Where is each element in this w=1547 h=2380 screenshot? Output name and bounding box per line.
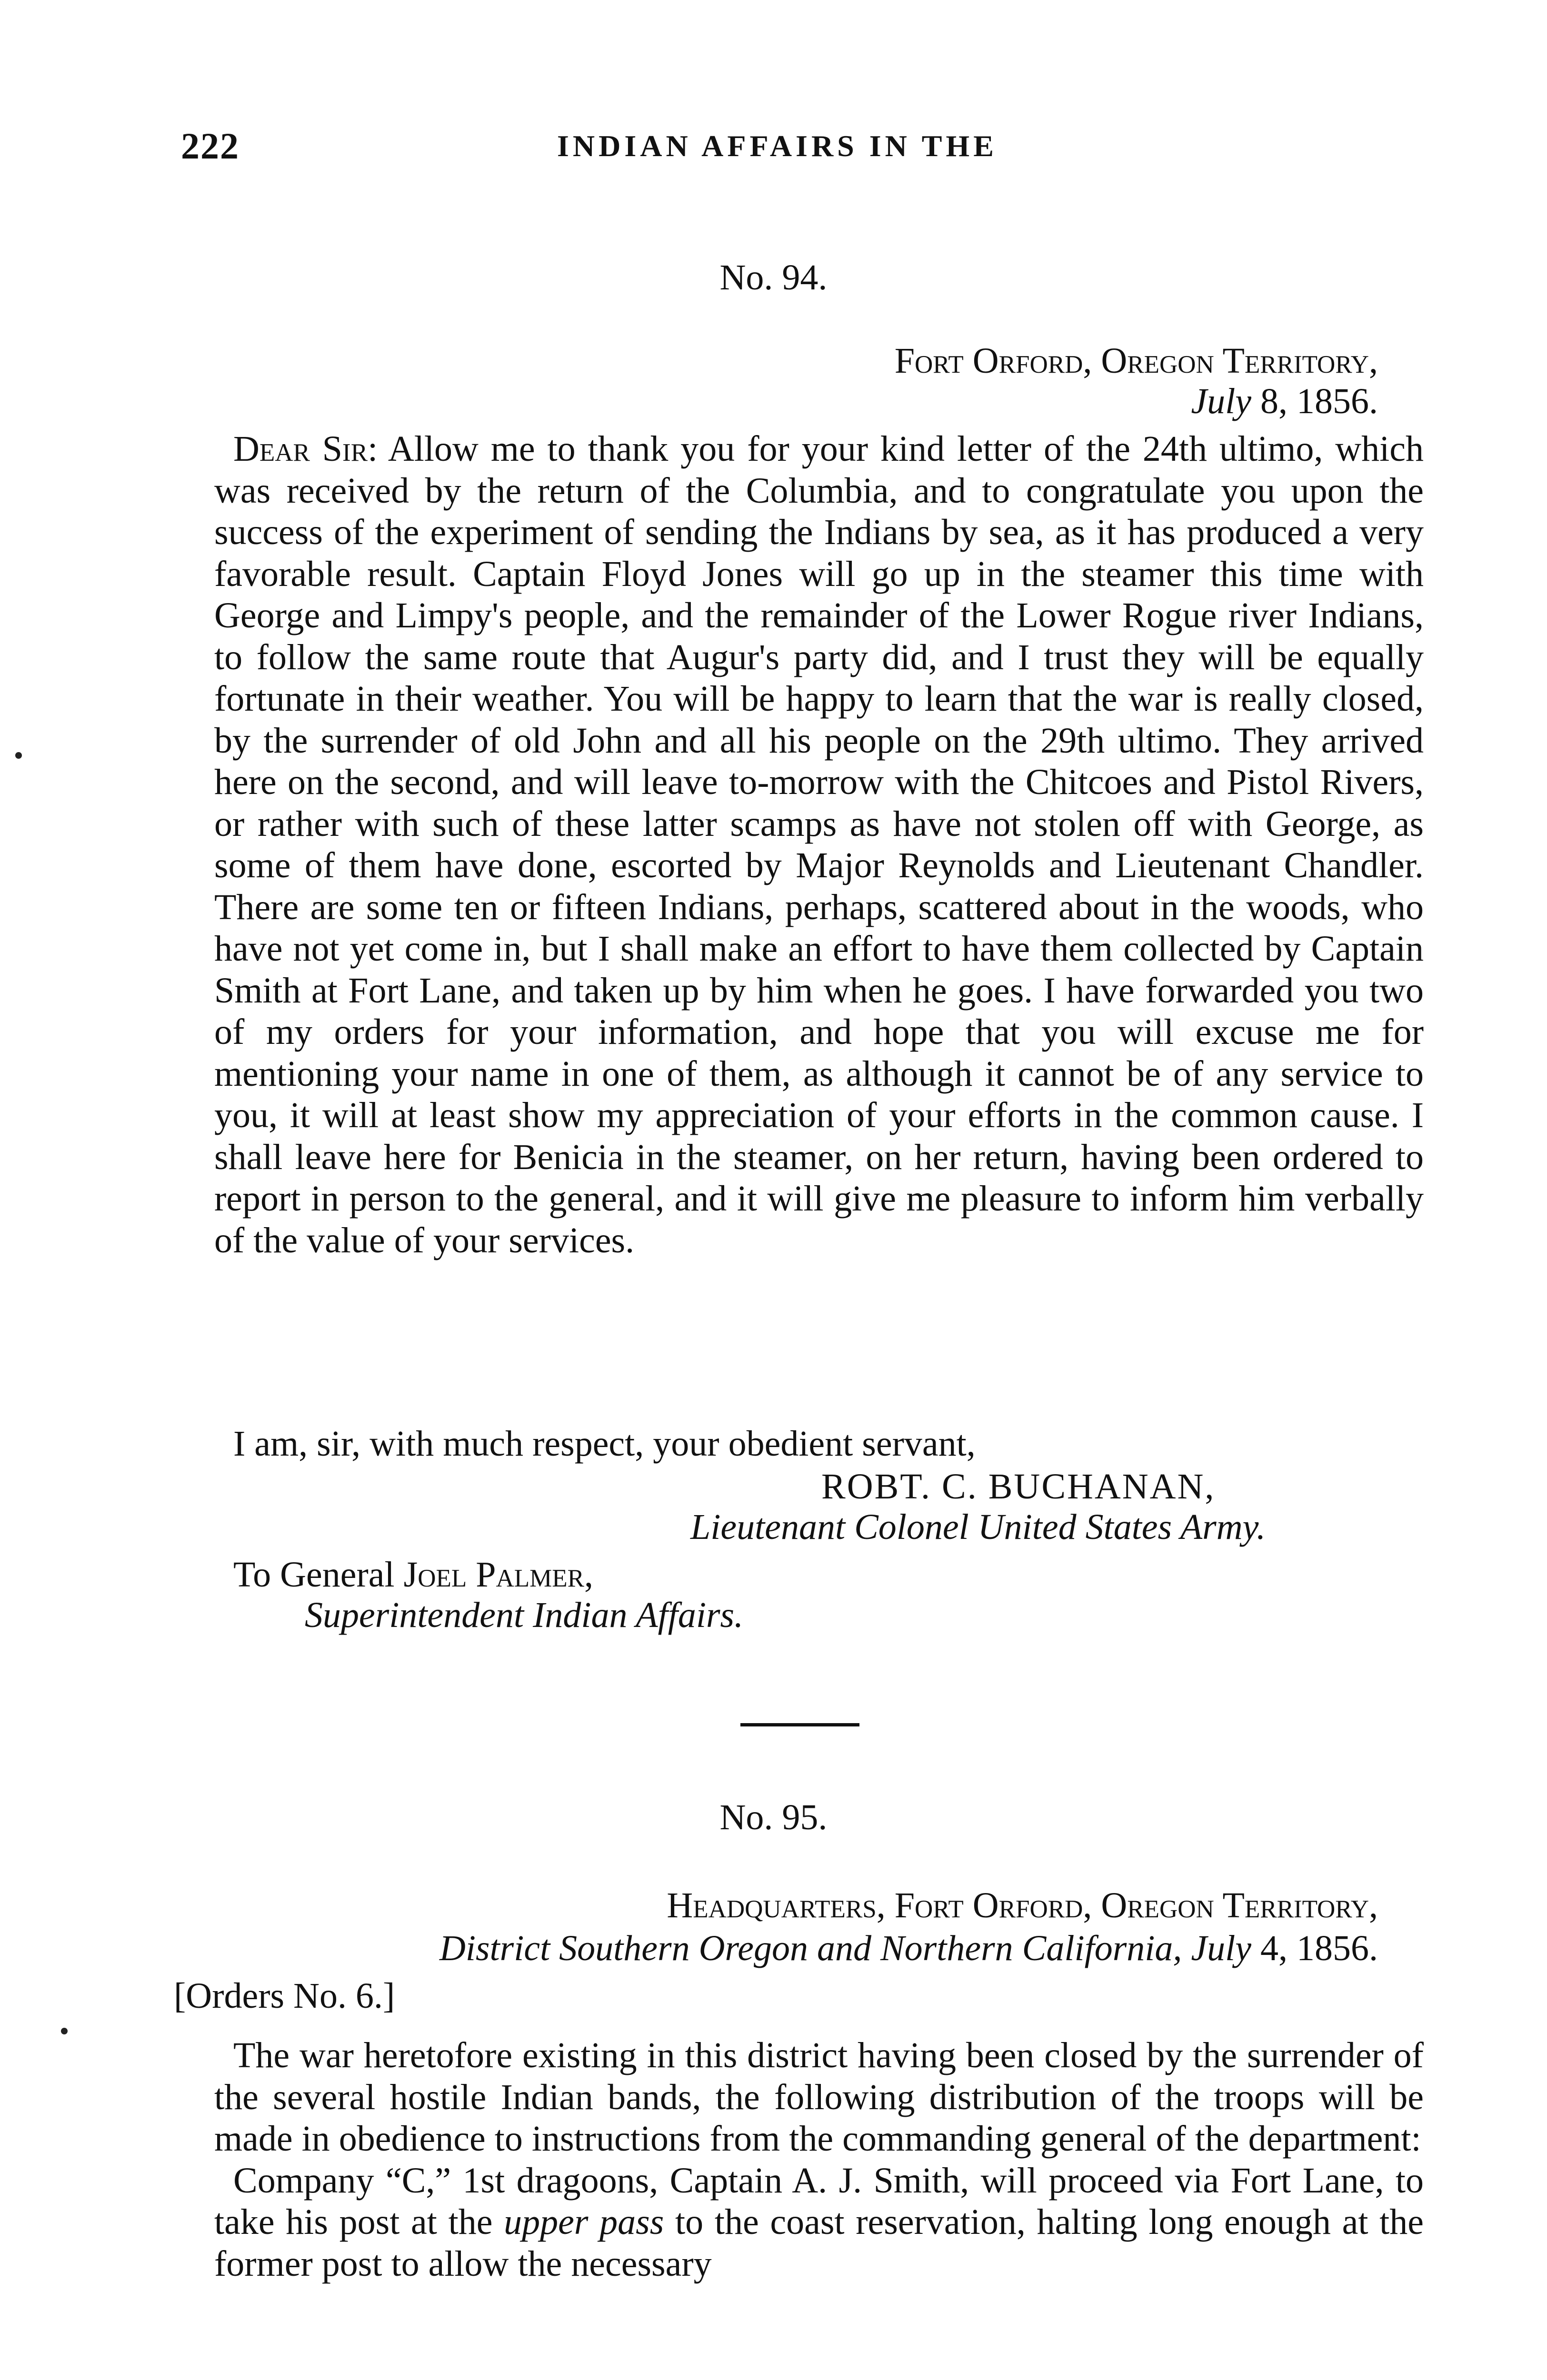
letter-number: No. 94. bbox=[719, 258, 828, 298]
letter-addressee bbox=[233, 1554, 593, 1596]
order-date-rest: 4, 1856. bbox=[1251, 1928, 1378, 1968]
order-body bbox=[214, 2035, 1424, 2285]
order-paragraph-2 bbox=[214, 2160, 1424, 2285]
order-date-month: July bbox=[1182, 1928, 1251, 1968]
order-district bbox=[439, 1928, 1378, 1969]
order-paragraph-1: The war heretofore existing in this district having been closed by the surrender of the several hostile Indian bands, the following distribution of the troops will be made in obedience to instructions from the commanding general of the department: bbox=[214, 2035, 1424, 2159]
order-district-name: District Southern Oregon and Northern California, bbox=[439, 1928, 1182, 1968]
order-para-2-end: to the coast reservation, halting long enough at the former post to allow the necessary bbox=[214, 2202, 1424, 2284]
order-para-2-italic: upper pass bbox=[504, 2202, 664, 2242]
letter-body bbox=[214, 428, 1424, 1261]
letter-body-text: : Allow me to thank you for your kind letter of the 24th ultimo, which was received by the return of the Columbia, and to congratulate you upon the success of the experiment of sending the Indians by sea, as it has produced a very favorable result. Captain Floyd Jones will go up in the steamer this time with George and Limpy's people, and the remainder of the Lower Rogue river Indians, to follow the same route that Augur's party did, and I trust they will be equally fortunate in their weather. You will be happy to learn that the war is really closed, by the surrender of old John and all his people on the 29th ultimo. They arrived here on the second, and will leave to-morrow with the Chitcoes and Pistol Rivers, or rather with such of these latter scamps as have not stolen off with George, as some of them have done, escorted by Major Reynolds and Lieutenant Chandler. There are some ten or fifteen Indians, perhaps, scattered about in the woods, who have not yet come in, but I shall make an effort to have them collected by Captain Smith at Fort Lane, and taken up by him when he goes. I have forwarded you two of my orders for your information, and hope that you will excuse me for mentioning your name in one of them, as although it cannot be of any service to you, it will at least show my appreciation of your efforts in the common cause. I shall leave here for Benicia in the steamer, on her return, having been ordered to report in person to the general, and it will give me pleasure to inform him verbally of the value of your services. bbox=[214, 429, 1424, 1260]
addressee-title: Superintendent Indian Affairs. bbox=[305, 1595, 744, 1635]
section-separator bbox=[740, 1723, 859, 1726]
letter-date-month: July bbox=[1191, 381, 1251, 421]
page-header bbox=[181, 125, 1428, 168]
margin-mark bbox=[15, 752, 22, 759]
letter-closing: I am, sir, with much respect, your obedient servant, bbox=[233, 1424, 976, 1464]
letter-place: Fort Orford, Oregon Territory, bbox=[894, 341, 1378, 381]
letter-signature: ROBT. C. BUCHANAN, bbox=[821, 1467, 1216, 1507]
order-place: Headquarters, Fort Orford, Oregon Territory, bbox=[667, 1885, 1378, 1925]
orders-label: [Orders No. 6.] bbox=[174, 1976, 395, 2016]
letter-date bbox=[1191, 381, 1378, 422]
letter-signature-title: Lieutenant Colonel United States Army. bbox=[690, 1507, 1266, 1547]
addressee-name: Joel Palmer, bbox=[403, 1555, 593, 1595]
letter-salutation: Dear Sir bbox=[233, 429, 368, 469]
letter-date-rest: 8, 1856. bbox=[1251, 381, 1378, 421]
addressee-prefix: To General bbox=[233, 1555, 404, 1595]
running-head: INDIAN AFFAIRS IN THE bbox=[557, 129, 998, 163]
margin-mark bbox=[61, 2028, 68, 2034]
order-para-2-start: Company “C,” 1st dragoons, Captain A. J. Smith, will proceed via Fort Lane, to take his post at the bbox=[214, 2160, 1424, 2242]
order-number: No. 95. bbox=[719, 1797, 828, 1837]
page-number: 222 bbox=[181, 125, 240, 167]
